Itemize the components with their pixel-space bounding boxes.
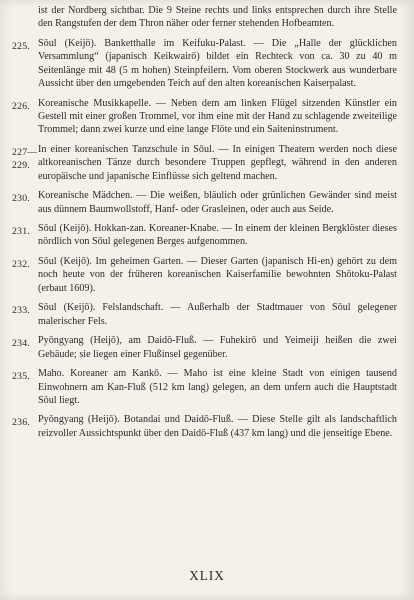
entry-number: 232. bbox=[12, 258, 30, 270]
caption-entry-235 bbox=[12, 367, 397, 407]
entry-text: Sōul (Keijō). Im geheimen Garten. — Dieser Garten (japanisch Hi-en) gehört zu dem noch heute von der früheren koreanischen Kaiserfamilie bewohnten Shōtoku-Palast (erbaut 1609). bbox=[38, 255, 397, 294]
caption-entry-226 bbox=[12, 97, 397, 137]
entry-number: 231. bbox=[12, 226, 30, 238]
entry-text: Maho. Koreaner am Kankō. — Maho ist eine kleine Stadt von einigen tausend Einwohnern am Kan-Fluß (512 km lang) gelegen, an dem unfern auch die Hauptstadt Sōul liegt. bbox=[38, 368, 397, 406]
entry-number: 230. bbox=[12, 193, 30, 205]
entry-text: Koreanische Mädchen. — Die weißen, bläulich oder grünlichen Gewänder sind meist aus dünnem Baumwollstoff, Hanf- oder Grasleinen, oder auch aus Seide. bbox=[38, 190, 397, 215]
entry-number: 226. bbox=[12, 100, 30, 112]
page-number: XLIX bbox=[189, 568, 225, 583]
caption-entry-232 bbox=[12, 255, 397, 295]
entry-text: Sōul (Keijō). Hokkan-zan. Koreaner-Knabe. — In einem der kleinen Bergklöster dieses nördlich von Sōul gelegenen Berges aufgenommen. bbox=[38, 223, 397, 248]
caption-entry-234 bbox=[12, 334, 397, 361]
continued-paragraph: ist der Nordberg sichtbar. Die 9 Steine rechts und links entsprechen durch ihre Stelle den Rangstufen der dem Thron näher oder ferner stehenden Hofbeamten. bbox=[38, 5, 397, 30]
entry-text: In einer koreanischen Tanzschule in Sōul. — In einigen Theatern werden noch diese altkoreanischen Tänze durch besondere Truppen gepflegt, während in den anderen europäische und japanische Einflüsse sich geltend machen. bbox=[38, 143, 397, 182]
caption-entry-225 bbox=[12, 37, 397, 91]
entry-number: 227—229. bbox=[12, 146, 38, 172]
entry-number: 235. bbox=[12, 371, 30, 383]
entry-text: Sōul (Keijō). Banketthalle im Keifuku-Palast. — Die „Halle der glücklichen Versammlung“ (japanisch Keikwairō) bildet ein Rechteck von ca. 30 zu 40 m Seitenlänge mit 48 (5 m hohen) Steinpfeilern. Vom oberen Stockwerk aus wunderbare Aussicht über den umgebenden Teich auf den alten koreanischen Kaiserpalast. bbox=[38, 37, 397, 90]
caption-entry-236 bbox=[12, 413, 397, 440]
caption-entry-230 bbox=[12, 189, 397, 216]
entry-number: 233. bbox=[12, 305, 30, 317]
caption-entry-231 bbox=[12, 222, 397, 249]
caption-entry-227-229 bbox=[12, 143, 397, 183]
entry-number: 236. bbox=[12, 417, 30, 429]
entry-text: Sōul (Keijō). Felslandschaft. — Außerhalb der Stadtmauer von Sōul gelegener malerischer Fels. bbox=[38, 302, 397, 327]
entry-text: Koreanische Musikkapelle. — Neben dem am linken Flügel sitzenden Künstler ein Gestell mit einer großen Trommel, vor ihm eine mit der Hand zu schlagende zweiteilige Trommel; dann zwei kurze und eine lange Flöte und ein Saiteninstrument. bbox=[38, 97, 397, 136]
caption-list bbox=[12, 4, 397, 446]
entry-text: Pyōngyang (Heijō). Botandai und Daidō-Fluß. — Diese Stelle gilt als landschaftlich reizvoller Aussichtspunkt über den Daidō-Fluß (437 km lang) und die jenseitige Ebene. bbox=[38, 414, 397, 439]
caption-entry-233 bbox=[12, 301, 397, 328]
entry-text: Pyōngyang (Heijō), am Daidō-Fluß. — Fuhekirō und Yeimeiji heißen die zwei Gebäude; sie liegen einer Flußinsel gegenüber. bbox=[38, 335, 397, 360]
entry-number: 225. bbox=[12, 40, 30, 52]
entry-number: 234. bbox=[12, 338, 30, 350]
